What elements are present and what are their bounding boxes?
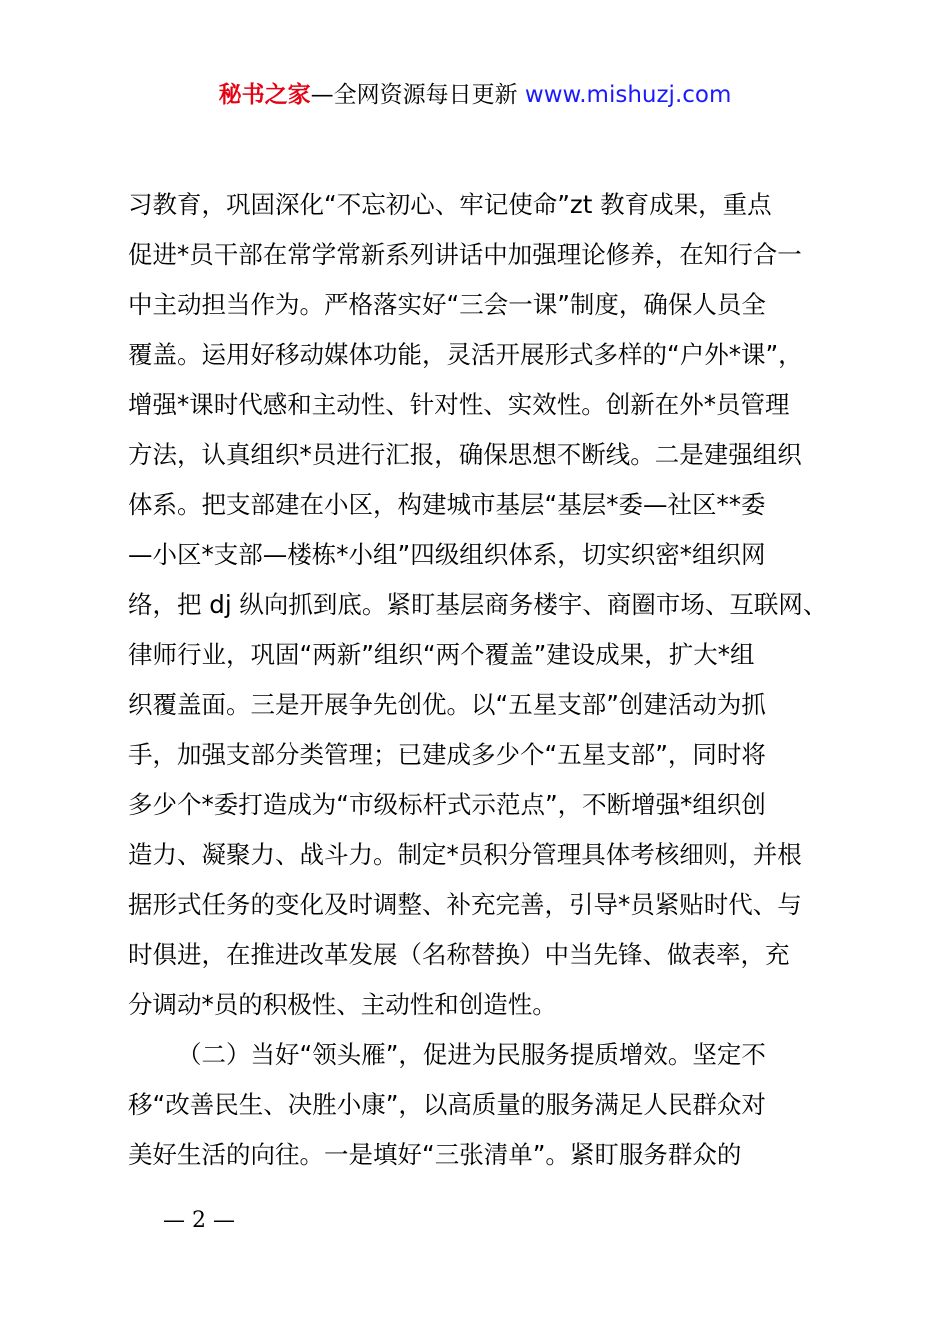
text-line: 增强*课时代感和主动性、针对性、实效性。创新在外*员管理 [128,390,790,419]
text-line: 据形式任务的变化及时调整、补充完善，引导*员紧贴时代、与 [128,890,802,919]
text-line: 织覆盖面。三是开展争先创优。以“五星支部”创建活动为抓 [128,690,766,719]
text-line: （二）当好“领头雁”，促进为民服务提质增效。坚定不 [177,1040,766,1069]
text-line: 多少个*委打造成为“市级标杆式示范点”，不断增强*组织创 [128,790,766,819]
text-line: 手，加强支部分类管理；已建成多少个“五星支部”，同时将 [128,740,766,769]
text-line: 移“改善民生、决胜小康”，以高质量的服务满足人民群众对 [128,1090,766,1119]
site-url[interactable]: www.mishuzj.com [524,82,732,108]
text-line: 促进*员干部在常学常新系列讲话中加强理论修养，在知行合一 [128,240,802,269]
text-line: 中主动担当作为。严格落实好“三会一课”制度，确保人员全 [128,290,766,319]
text-line: —小区*支部—楼栋*小组”四级组织体系，切实织密*组织网 [128,540,766,569]
paragraph-1 [128,180,834,1030]
text-line: 覆盖。运用好移动媒体功能，灵活开展形式多样的“户外*课”， [128,340,803,369]
page-number: — 2 — [163,1208,235,1233]
page-header [0,78,950,112]
document-body [128,180,834,1180]
text-line: 律师行业，巩固“两新”组织“两个覆盖”建设成果，扩大*组 [128,640,755,669]
text-line: 时俱进，在推进改革发展（名称替换）中当先锋、做表率，充 [128,940,790,969]
text-line: 习教育，巩固深化“不忘初心、牢记使命”zt 教育成果，重点 [128,190,772,219]
text-line: 造力、凝聚力、战斗力。制定*员积分管理具体考核细则，并根 [128,840,802,869]
text-line: 美好生活的向往。一是填好“三张清单”。紧盯服务群众的 [128,1140,742,1169]
text-line: 络，把 dj 纵向抓到底。紧盯基层商务楼宇、商圈市场、互联网、 [128,590,828,619]
paragraph-2 [128,1030,834,1180]
text-line: 方法，认真组织*员进行汇报，确保思想不断线。二是建强组织 [128,440,802,469]
site-tagline: —全网资源每日更新 [310,82,518,108]
text-line: 体系。把支部建在小区，构建城市基层“基层*委—社区**委 [128,490,766,519]
site-brand: 秘书之家 [218,82,311,108]
text-line: 分调动*员的积极性、主动性和创造性。 [128,990,557,1019]
